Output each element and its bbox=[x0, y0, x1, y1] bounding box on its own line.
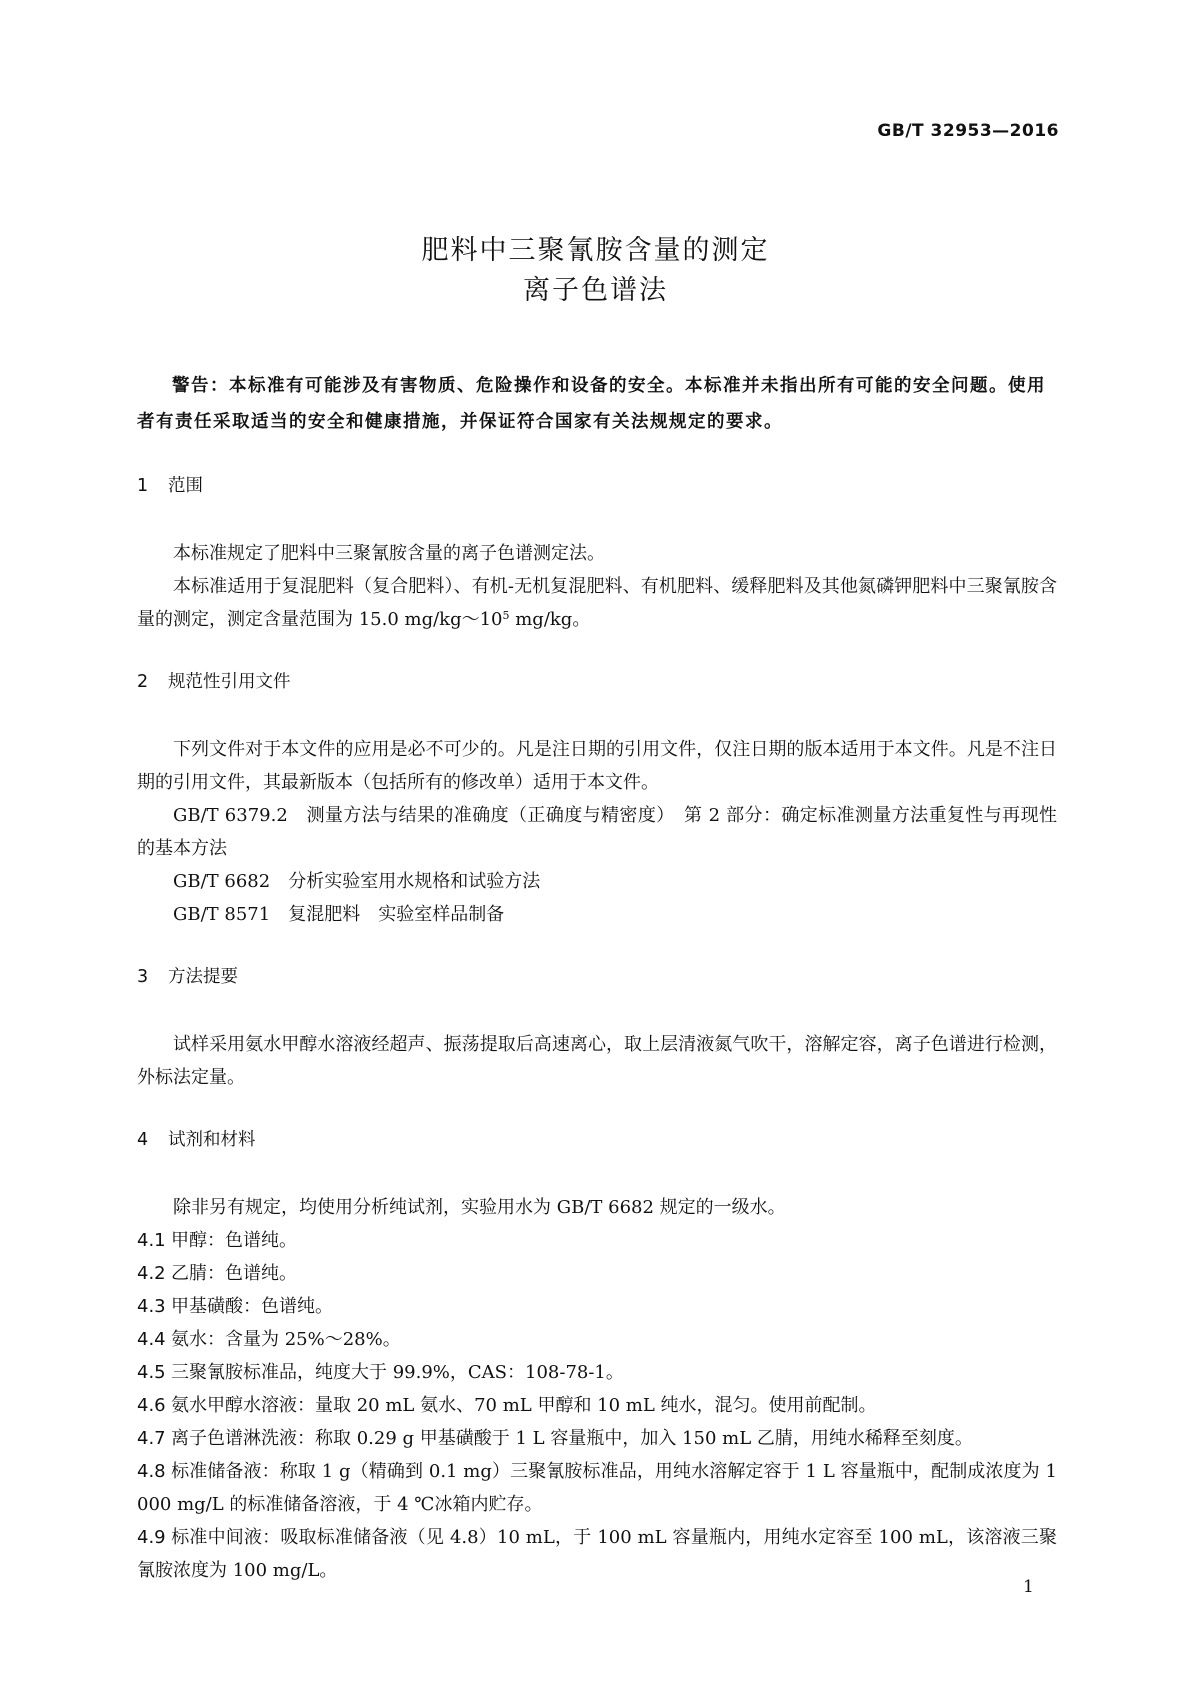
reagent-item bbox=[137, 1455, 1057, 1521]
principle-paragraph: 试样采用氨水甲醇水溶液经超声、振荡提取后高速离心，取上层清液氮气吹干，溶解定容，离子色谱进行检测，外标法定量。 bbox=[137, 1034, 1057, 1088]
reagent-item bbox=[137, 1422, 1057, 1455]
document-subtitle: 离子色谱法 bbox=[523, 275, 668, 306]
page-number: 1 bbox=[1023, 1577, 1034, 1597]
item-number: 4.8 bbox=[137, 1461, 166, 1482]
section-heading-reagents bbox=[137, 1124, 1057, 1157]
item-number: 4.1 bbox=[137, 1230, 166, 1251]
section-title: 规范性引用文件 bbox=[168, 672, 291, 692]
item-text: 三聚氰胺标准品，纯度大于 99.9%，CAS：108-78-1。 bbox=[171, 1362, 624, 1383]
reagent-item bbox=[137, 1389, 1057, 1422]
item-text: 乙腈：色谱纯。 bbox=[171, 1263, 297, 1284]
document-title: 肥料中三聚氰胺含量的测定 bbox=[421, 235, 770, 266]
item-number: 4.2 bbox=[137, 1263, 166, 1284]
item-text: 甲醇：色谱纯。 bbox=[171, 1230, 297, 1251]
item-number: 4.3 bbox=[137, 1296, 166, 1317]
item-number: 4.4 bbox=[137, 1329, 166, 1350]
item-text: 氨水甲醇水溶液：量取 20 mL 氨水、70 mL 甲醇和 10 mL 纯水，混匀。使用前配制。 bbox=[171, 1395, 877, 1416]
item-number: 4.9 bbox=[137, 1527, 166, 1548]
normative-ref-2: GB/T 6682 分析实验室用水规格和试验方法 bbox=[173, 871, 541, 892]
section-number: 2 bbox=[137, 672, 149, 692]
item-number: 4.6 bbox=[137, 1395, 166, 1416]
normative-ref-1: GB/T 6379.2 测量方法与结果的准确度（正确度与精密度） 第 2 部分：确定标准测量方法重复性与再现性的基本方法 bbox=[137, 805, 1057, 859]
scope-range-text: 本标准适用于复混肥料（复合肥料）、有机-无机复混肥料、有机肥料、缓释肥料及其他氮磷钾肥料中三聚氰胺含量的测定，测定含量范围为 15.0 mg/kg～10 bbox=[137, 576, 1057, 630]
normative-ref-3: GB/T 8571 复混肥料 实验室样品制备 bbox=[173, 904, 505, 925]
scope-paragraph-1: 本标准规定了肥料中三聚氰胺含量的离子色谱测定法。 bbox=[173, 543, 605, 564]
reagent-item bbox=[137, 1224, 1057, 1257]
section-number: 1 bbox=[137, 476, 149, 496]
section-number: 4 bbox=[137, 1130, 149, 1150]
scope-range-unit: mg/kg。 bbox=[509, 609, 591, 630]
section-heading-scope bbox=[137, 470, 1057, 503]
reagent-item bbox=[137, 1356, 1057, 1389]
item-text: 甲基磺酸：色谱纯。 bbox=[171, 1296, 333, 1317]
scope-exponent: 5 bbox=[502, 609, 510, 622]
document-body bbox=[137, 368, 1057, 1587]
normative-paragraph: 下列文件对于本文件的应用是必不可少的。凡是注日期的引用文件，仅注日期的版本适用于本文件。凡是不注日期的引用文件，其最新版本（包括所有的修改单）适用于本文件。 bbox=[137, 739, 1057, 793]
item-number: 4.5 bbox=[137, 1362, 166, 1383]
item-number: 4.7 bbox=[137, 1428, 166, 1449]
reagents-intro: 除非另有规定，均使用分析纯试剂，实验用水为 GB/T 6682 规定的一级水。 bbox=[173, 1197, 786, 1218]
item-text: 氨水：含量为 25%～28%。 bbox=[171, 1329, 401, 1350]
reagent-item bbox=[137, 1290, 1057, 1323]
reagent-item bbox=[137, 1323, 1057, 1356]
reagent-item bbox=[137, 1521, 1057, 1587]
item-text: 标准中间液：吸取标准储备液（见 4.8）10 mL，于 100 mL 容量瓶内，用纯水定容至 100 mL，该溶液三聚氰胺浓度为 100 mg/L。 bbox=[137, 1527, 1057, 1581]
section-heading-principle bbox=[137, 961, 1057, 994]
scope-paragraph-2 bbox=[137, 570, 1057, 636]
item-text: 离子色谱淋洗液：称取 0.29 g 甲基磺酸于 1 L 容量瓶中，加入 150 mL 乙腈，用纯水稀释至刻度。 bbox=[171, 1428, 973, 1449]
standard-number: GB/T 32953—2016 bbox=[877, 121, 1059, 141]
section-title: 方法提要 bbox=[168, 967, 238, 987]
section-number: 3 bbox=[137, 967, 149, 987]
section-heading-normative bbox=[137, 666, 1057, 699]
section-title: 试剂和材料 bbox=[168, 1130, 256, 1150]
item-text: 标准储备液：称取 1 g（精确到 0.1 mg）三聚氰胺标准品，用纯水溶解定容于 1 L 容量瓶中，配制成浓度为 1 000 mg/L 的标准储备溶液，于 4 ℃冰箱内贮存。 bbox=[137, 1461, 1057, 1515]
warning-paragraph: 警告：本标准有可能涉及有害物质、危险操作和设备的安全。本标准并未指出所有可能的安全问题。使用者有责任采取适当的安全和健康措施，并保证符合国家有关法规规定的要求。 bbox=[137, 376, 1046, 432]
reagent-item bbox=[137, 1257, 1057, 1290]
section-title: 范围 bbox=[168, 476, 203, 496]
